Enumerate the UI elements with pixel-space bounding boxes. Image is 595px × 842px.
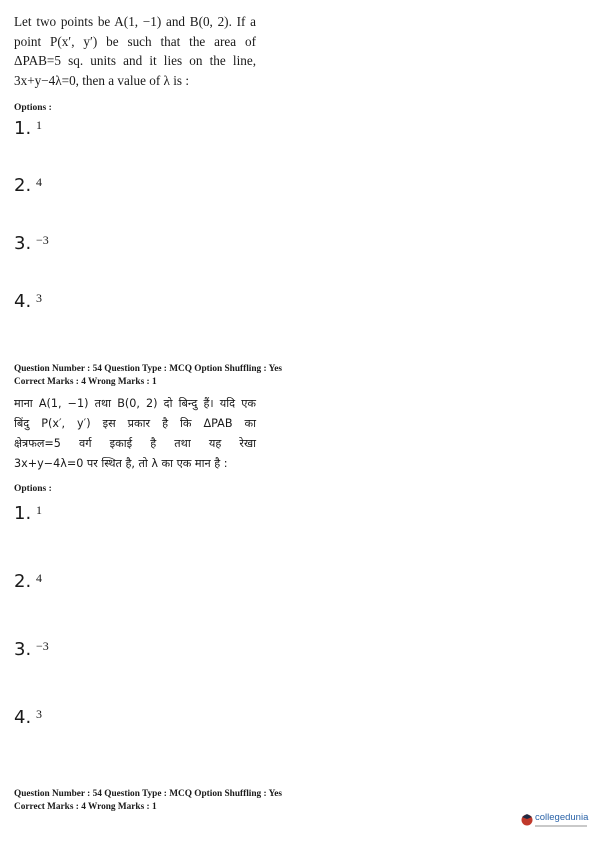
logo-wordmark: collegedunia [535, 812, 589, 823]
option-value: 3 [36, 291, 42, 305]
options-label: Options : [14, 103, 52, 113]
question-meta [14, 363, 282, 389]
option-number: 1. [14, 503, 32, 524]
question-line: माना A(1, −1) तथा B(0, 2) दो बिन्दु हैं। यदि एक [14, 397, 256, 410]
option-number: 2. [14, 175, 32, 196]
option-number: 3. [14, 639, 32, 660]
collegedunia-logo-icon [520, 812, 534, 826]
logo-tagline [535, 825, 587, 827]
option-4 [14, 707, 42, 731]
question-meta-line: Question Number : 54 Question Type : MCQ Option Shuffling : Yes [14, 789, 283, 799]
option-number: 4. [14, 707, 32, 728]
option-number: 2. [14, 571, 32, 592]
option-1 [14, 118, 42, 142]
question-text-english [14, 12, 256, 90]
option-number: 3. [14, 233, 32, 254]
question-marks-line: Correct Marks : 4 Wrong Marks : 1 [14, 802, 157, 812]
option-value: 4 [36, 175, 42, 189]
option-value: 4 [36, 571, 42, 585]
question-meta-line: Question Number : 54 Question Type : MCQ Option Shuffling : Yes [14, 364, 283, 374]
question-line: 3x+y−4λ=0 पर स्थित है, तो λ का एक मान है : [14, 457, 228, 470]
option-value: −3 [36, 233, 49, 247]
option-1 [14, 503, 42, 527]
option-number: 1. [14, 118, 32, 139]
question-text-hindi [14, 394, 256, 474]
collegedunia-logo [520, 810, 592, 834]
question-marks-line: Correct Marks : 4 Wrong Marks : 1 [14, 377, 157, 387]
option-value: 1 [36, 503, 42, 517]
question-line: ΔPAB=5 sq. units and it lies on the line, [14, 53, 256, 68]
option-value: 3 [36, 707, 42, 721]
question-line: point P(x′, y′) be such that the area of [14, 33, 256, 49]
option-4 [14, 291, 42, 315]
option-3 [14, 639, 49, 663]
options-label: Options : [14, 484, 52, 494]
option-2 [14, 175, 42, 199]
question-line: बिंदु P(x′, y′) इस प्रकार है कि ΔPAB का [14, 417, 256, 430]
question-line: क्षेत्रफल=5 वर्ग इकाई है तथा यह रेखा [14, 437, 256, 450]
option-2 [14, 571, 42, 595]
question-line: 3x+y−4λ=0, then a value of λ is : [14, 72, 190, 88]
question-meta [14, 788, 282, 814]
option-value: −3 [36, 639, 49, 653]
option-number: 4. [14, 291, 32, 312]
option-3 [14, 233, 49, 257]
question-line: Let two points be A(1, −1) and B(0, 2). If a [14, 14, 256, 29]
option-value: 1 [36, 118, 42, 132]
